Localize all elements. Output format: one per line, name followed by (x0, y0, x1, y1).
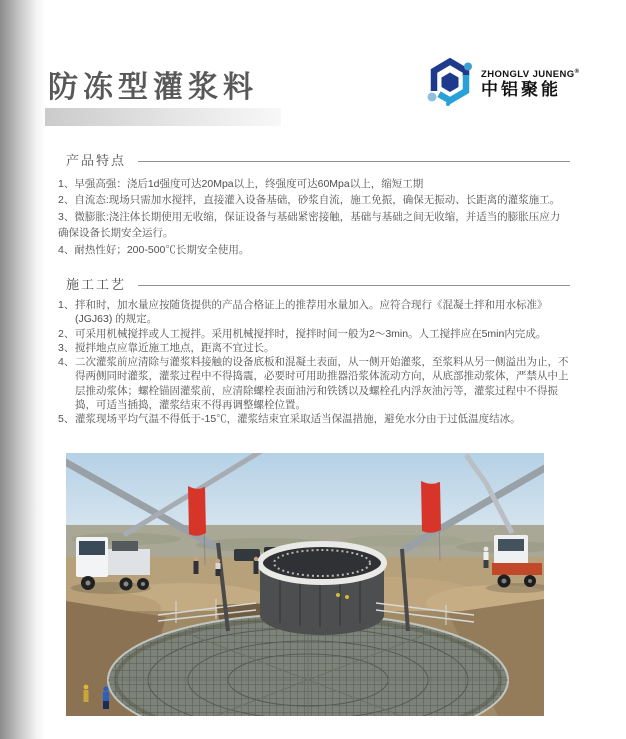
process-list (58, 298, 570, 427)
process-item: 2、 可采用机械搅拌或人工搅拌。采用机械搅拌时，搅拌时间一般为2～3min。人工搅拌应在5min内完成。 (58, 327, 547, 340)
feature-item: 3、微膨胀:浇注体长期使用无收缩，保证设备与基础紧密接触，基础与基础之间无收缩，并适当的膨胀压应力确保设备长期安全运行。 (58, 210, 561, 240)
logo-hexagon-icon (427, 56, 473, 111)
process-item: 5、 灌浆现场平均气温不得低于-15℃，灌浆结束宜采取适当保温措施，避免水分由于过低温度结冰。 (58, 413, 521, 426)
features-heading: 产品特点 (66, 153, 127, 168)
section-process (66, 274, 570, 293)
process-heading: 施工工艺 (66, 277, 127, 292)
title-underline-bar (45, 108, 281, 126)
logo-text (481, 67, 579, 100)
page-fold-shadow (0, 0, 46, 739)
brand-name-en: ZHONGLV JUNENG® (481, 68, 580, 81)
process-item: 3、 搅拌地点应靠近施工地点，距离不宜过长。 (58, 341, 275, 354)
anchor-bolt-cage (260, 544, 384, 635)
heading-rule (138, 161, 570, 162)
feature-item: 2、自流态:现场只需加水搅拌，直接灌入设备基础，砂浆自流，施工免振，确保无振动、长距离的灌浆施工。 (58, 194, 561, 207)
feature-item: 4、耐热性好；200-500℃长期安全使用。 (58, 243, 250, 256)
registered-mark: ® (574, 68, 580, 75)
features-list (58, 176, 570, 258)
construction-photo (66, 453, 544, 716)
process-item: 1、 拌和时，加水量应按随货提供的产品合格证上的推荐用水量加入。应符合现行《混凝土拌和用水标准》(JGJ63) 的规定。 (58, 299, 548, 326)
brand-name-cn: 中铝聚能 (481, 80, 561, 100)
brand-logo (427, 56, 579, 111)
feature-item: 1、早强高强：浇后1d强度可达20Mpa以上，终强度可达60Mpa以上，缩短工期 (58, 178, 424, 190)
process-item: 4、 二次灌浆前应清除与灌浆料接触的设备底板和混凝土表面，从一侧开始灌浆，至浆料从另一侧溢出为止，不得两侧同时灌浆，灌浆过程中不得捣震，必要时可用助推器沿浆体流动方向，从底部推动浆体，严禁从中上层推动浆体；螺栓锚固灌浆前，应清除螺栓表面油污和铁锈以及螺栓孔内浮灰油污等，灌浆过程中不得振捣，可适当插捣，灌浆结束不得再调整螺栓位置。 (58, 356, 569, 412)
page-title: 防冻型灌浆料 (48, 71, 258, 104)
heading-rule (138, 285, 570, 286)
section-features (66, 150, 570, 169)
